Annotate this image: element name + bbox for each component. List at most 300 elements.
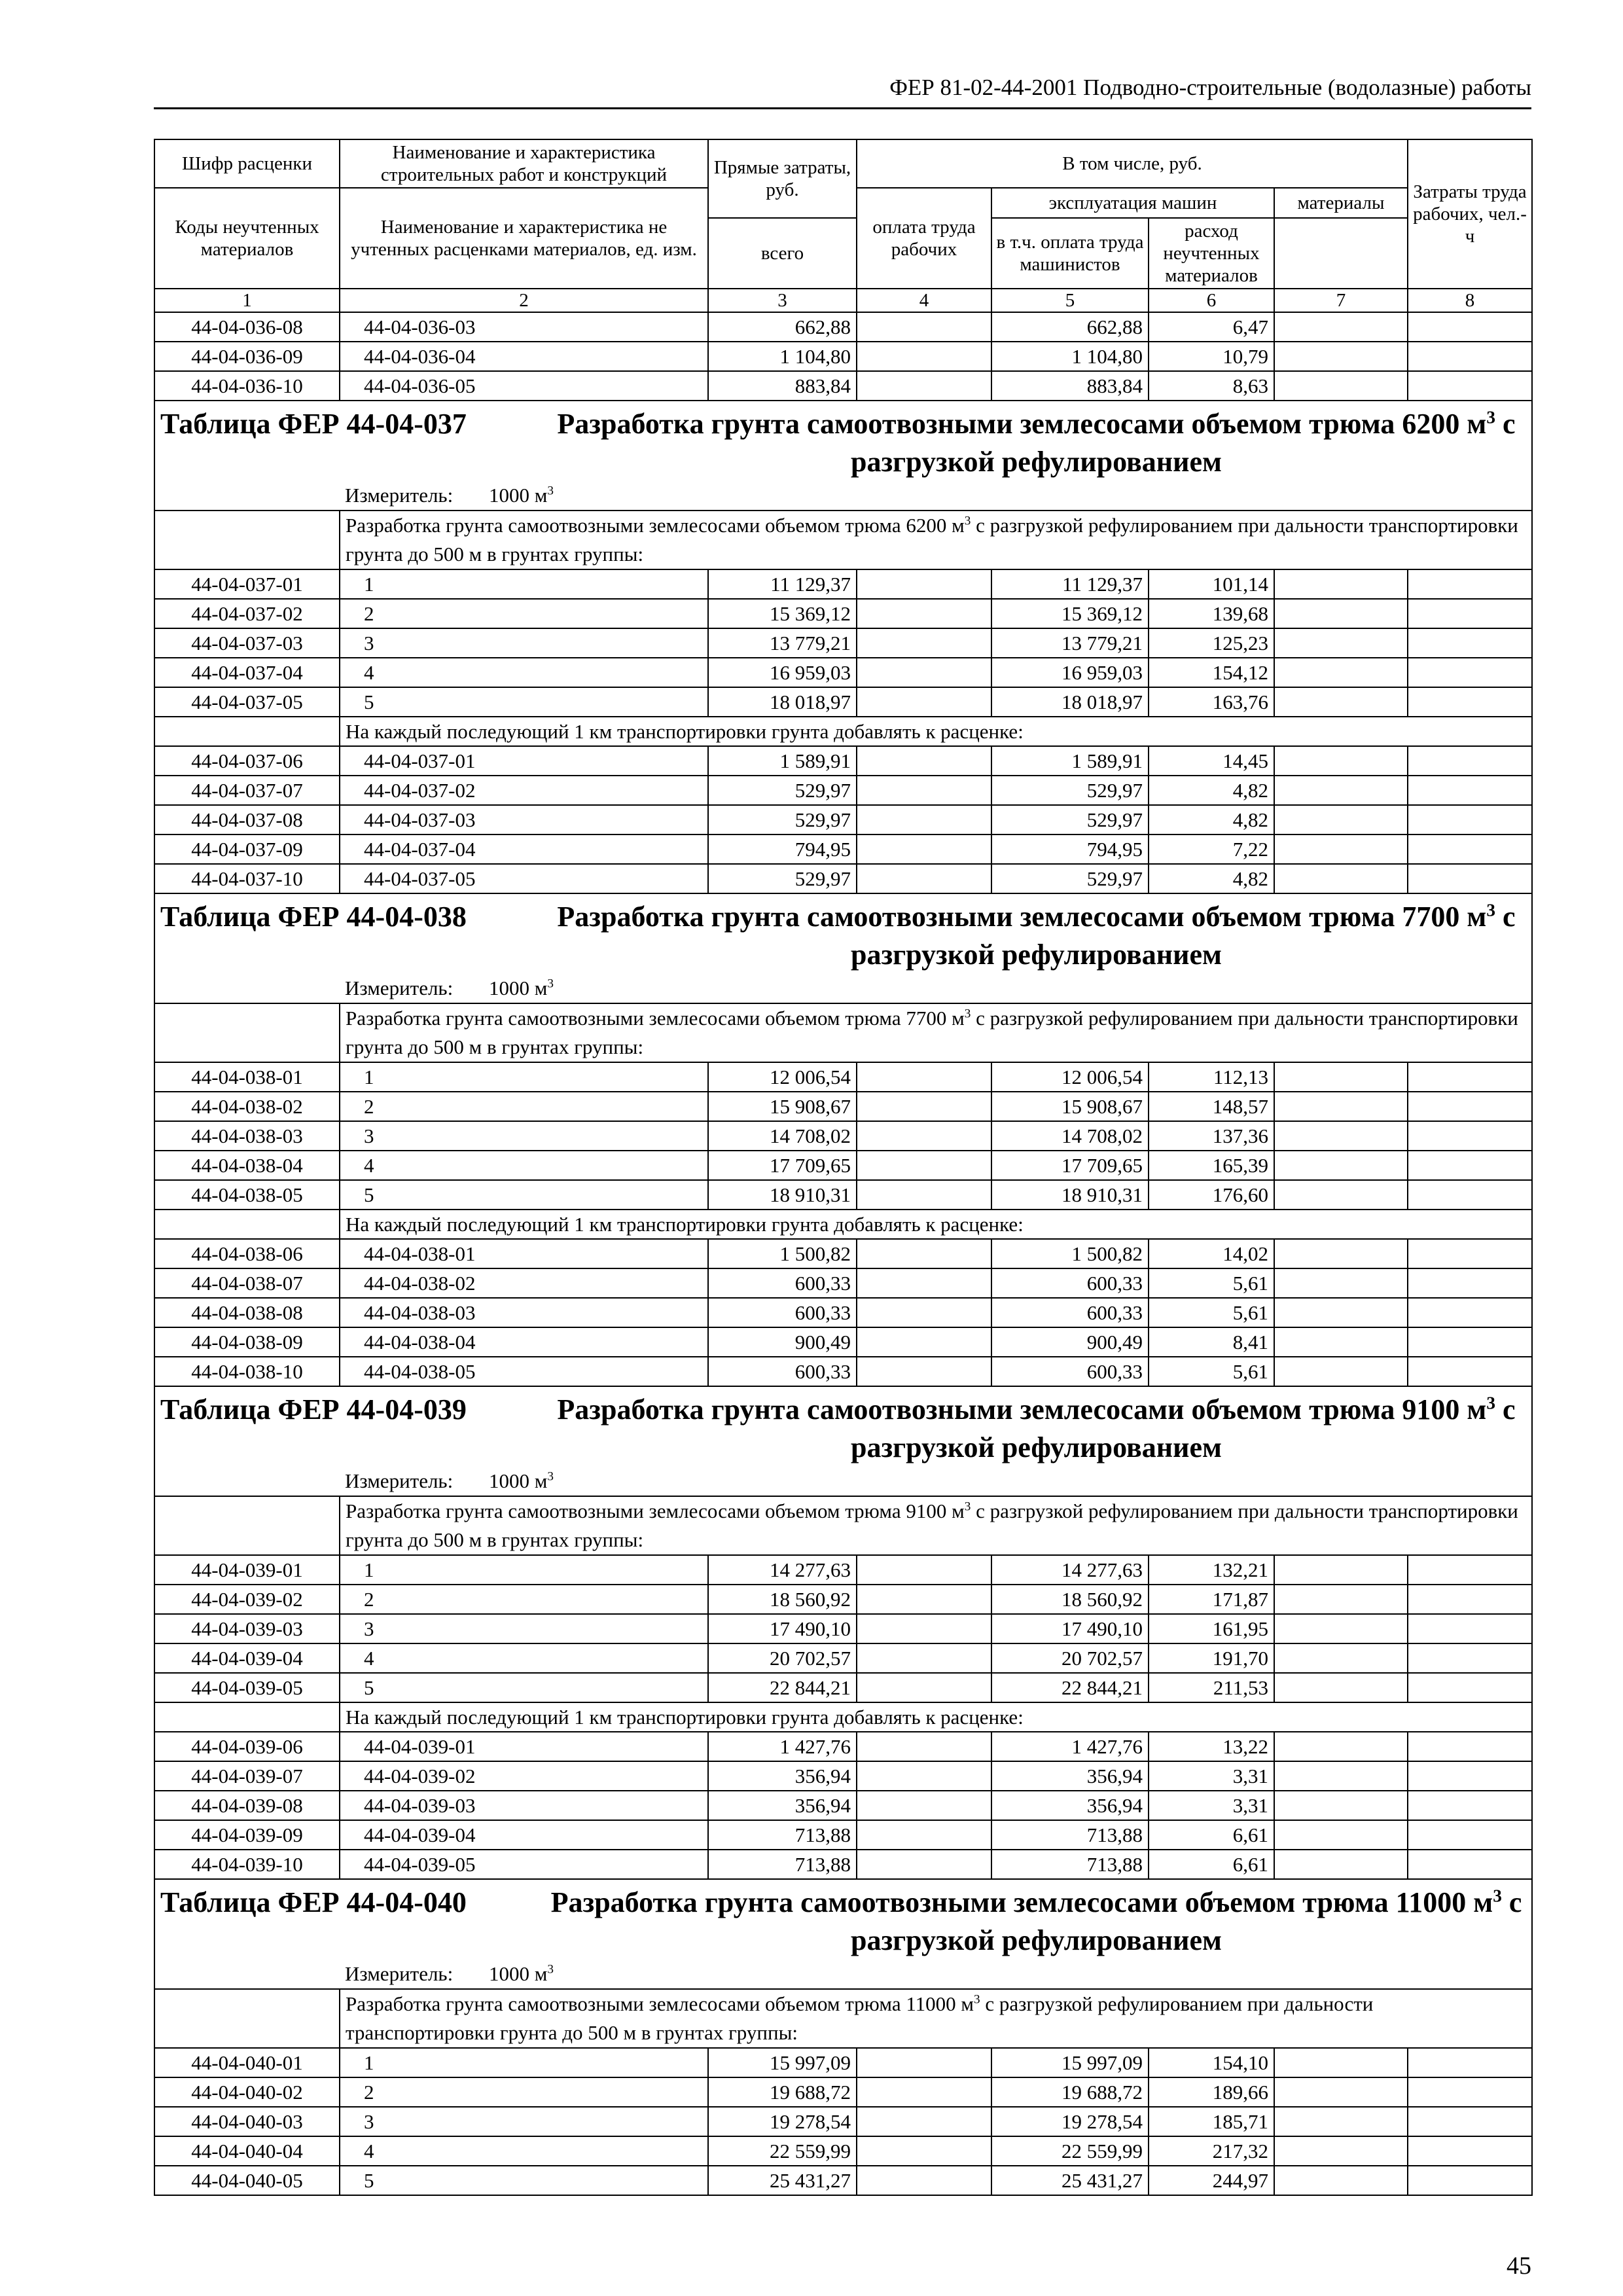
table-cell — [1274, 864, 1408, 893]
table-cell: 529,97 — [708, 776, 857, 805]
table-cell — [1274, 2107, 1408, 2136]
table-cell — [857, 342, 991, 371]
table-cell: 600,33 — [991, 1268, 1149, 1298]
table-cell: 15 997,09 — [708, 2048, 857, 2077]
table-cell — [1408, 687, 1532, 717]
table-cell: 171,87 — [1149, 1585, 1274, 1614]
header-materials: материалы — [1274, 188, 1408, 218]
table-cell: 44-04-036-05 — [340, 371, 708, 401]
table-cell: 25 431,27 — [708, 2166, 857, 2195]
description-text: Разработка грунта самоотвозными землесосами объемом трюма 7700 м — [346, 1007, 965, 1030]
table-cell — [1274, 2136, 1408, 2166]
superscript: 3 — [1486, 900, 1496, 920]
table-row — [154, 312, 1532, 342]
section-title — [154, 1386, 1532, 1467]
table-cell: 19 278,54 — [991, 2107, 1149, 2136]
table-cell — [1274, 1643, 1408, 1673]
table-cell — [1408, 2166, 1532, 2195]
table-cell — [1274, 2166, 1408, 2195]
table-cell — [857, 312, 991, 342]
table-row — [154, 2048, 1532, 2077]
table-cell: 44-04-038-10 — [154, 1357, 340, 1386]
table-cell: 529,97 — [991, 864, 1149, 893]
superscript: 3 — [547, 977, 554, 991]
table-cell — [1274, 1239, 1408, 1268]
table-row — [154, 1850, 1532, 1879]
table-cell: 19 688,72 — [708, 2077, 857, 2107]
column-number: 8 — [1408, 289, 1532, 312]
table-cell — [1408, 312, 1532, 342]
table-cell: 44-04-037-06 — [154, 746, 340, 776]
measure-cell — [340, 481, 1532, 511]
table-row — [154, 1614, 1532, 1643]
table-row — [154, 1062, 1532, 1092]
table-cell — [1274, 371, 1408, 401]
table-cell — [1408, 1761, 1532, 1791]
table-cell: 20 702,57 — [991, 1643, 1149, 1673]
superscript: 3 — [1493, 1886, 1502, 1906]
table-cell: 13 779,21 — [708, 628, 857, 658]
superscript: 3 — [1486, 407, 1496, 427]
table-cell: 15 908,67 — [991, 1092, 1149, 1121]
table-cell — [857, 1239, 991, 1268]
table-cell: 900,49 — [708, 1327, 857, 1357]
table-cell: 2 — [340, 599, 708, 628]
table-row — [154, 776, 1532, 805]
table-cell: 900,49 — [991, 1327, 1149, 1357]
table-cell: 18 560,92 — [708, 1585, 857, 1614]
measure-row — [154, 1467, 1532, 1496]
table-cell — [1274, 746, 1408, 776]
table-cell — [1408, 1357, 1532, 1386]
table-cell: 3,31 — [1149, 1791, 1274, 1820]
table-cell: 18 910,31 — [991, 1180, 1149, 1210]
section-title-row — [154, 893, 1532, 974]
table-cell: 44-04-039-03 — [154, 1614, 340, 1643]
superscript: 3 — [964, 514, 971, 528]
table-cell: 112,13 — [1149, 1062, 1274, 1092]
table-cell: 4,82 — [1149, 805, 1274, 834]
table-cell: 16 959,03 — [708, 658, 857, 687]
table-cell — [857, 1151, 991, 1180]
table-cell: 1 500,82 — [708, 1239, 857, 1268]
table-cell: 44-04-036-09 — [154, 342, 340, 371]
header-machines-total: всего — [708, 218, 857, 289]
measure-empty-cell — [154, 974, 340, 1003]
table-cell — [1274, 658, 1408, 687]
page-header — [154, 73, 1531, 109]
table-cell: 44-04-038-03 — [154, 1121, 340, 1151]
table-cell: 44-04-039-06 — [154, 1732, 340, 1761]
table-cell: 662,88 — [708, 312, 857, 342]
table-cell: 44-04-036-08 — [154, 312, 340, 342]
table-cell: 44-04-037-08 — [154, 805, 340, 834]
table-cell: 18 910,31 — [708, 1180, 857, 1210]
table-row — [154, 1732, 1532, 1761]
table-row — [154, 1791, 1532, 1820]
add-per-km-row — [154, 1210, 1532, 1239]
table-cell — [1274, 1614, 1408, 1643]
table-cell: 3 — [340, 1121, 708, 1151]
table-cell — [857, 599, 991, 628]
table-cell: 44-04-037-01 — [154, 569, 340, 599]
table-cell — [857, 1180, 991, 1210]
table-row — [154, 1092, 1532, 1121]
table-cell — [1274, 1791, 1408, 1820]
rates-table — [154, 139, 1533, 2196]
table-cell — [1408, 1820, 1532, 1850]
superscript: 3 — [1486, 1393, 1496, 1413]
section-name-text: Разработка грунта самоотвозными землесосами объемом трюма 6200 м — [557, 408, 1487, 440]
table-row — [154, 746, 1532, 776]
table-cell — [1408, 1062, 1532, 1092]
description-cell — [340, 1003, 1532, 1062]
table-cell — [1274, 599, 1408, 628]
table-cell: 5 — [340, 687, 708, 717]
table-cell — [857, 805, 991, 834]
section-heading — [160, 898, 1526, 974]
table-cell: 44-04-040-05 — [154, 2166, 340, 2195]
table-cell: 883,84 — [708, 371, 857, 401]
table-cell: 125,23 — [1149, 628, 1274, 658]
section-title — [154, 893, 1532, 974]
table-row — [154, 687, 1532, 717]
section-name-text: Разработка грунта самоотвозными землесосами объемом трюма 7700 м — [557, 901, 1487, 933]
table-cell — [1274, 1268, 1408, 1298]
table-cell — [1408, 1121, 1532, 1151]
table-cell: 1 104,80 — [708, 342, 857, 371]
table-cell: 44-04-038-05 — [340, 1357, 708, 1386]
header-machinists-wages: в т.ч. оплата труда машинистов — [991, 218, 1149, 289]
table-cell: 15 369,12 — [991, 599, 1149, 628]
table-cell — [1408, 342, 1532, 371]
table-cell — [857, 1614, 991, 1643]
description-empty-cell — [154, 1989, 340, 2048]
table-cell — [857, 2048, 991, 2077]
table-cell: 3 — [340, 2107, 708, 2136]
table-cell — [1408, 1614, 1532, 1643]
table-cell: 14 708,02 — [708, 1121, 857, 1151]
table-cell: 15 997,09 — [991, 2048, 1149, 2077]
table-cell — [1408, 1268, 1532, 1298]
table-cell: 600,33 — [708, 1298, 857, 1327]
section-name — [546, 405, 1526, 481]
table-cell: 44-04-039-08 — [154, 1791, 340, 1820]
section-title-row — [154, 1386, 1532, 1467]
measure-empty-cell — [154, 1960, 340, 1989]
table-cell — [1408, 1092, 1532, 1121]
table-cell: 1 589,91 — [991, 746, 1149, 776]
table-cell: 4 — [340, 658, 708, 687]
section-title-row — [154, 1879, 1532, 1960]
table-row — [154, 1820, 1532, 1850]
measure-label: Измеритель: — [345, 1962, 454, 1985]
table-cell: 14 277,63 — [991, 1555, 1149, 1585]
table-cell — [857, 2166, 991, 2195]
table-cell — [1274, 687, 1408, 717]
header-including: В том числе, руб. — [857, 139, 1408, 188]
superscript: 3 — [964, 1007, 971, 1021]
table-cell — [1274, 1121, 1408, 1151]
table-cell: 176,60 — [1149, 1180, 1274, 1210]
table-row — [154, 371, 1532, 401]
table-cell: 44-04-039-03 — [340, 1791, 708, 1820]
section-heading — [160, 1884, 1526, 1960]
table-cell: 7,22 — [1149, 834, 1274, 864]
description-text-end: с разгрузкой рефулированием при дальности транспортировки грунта до 500 м в грунтах группы: — [346, 514, 1518, 565]
table-cell: 1 — [340, 1062, 708, 1092]
table-cell: 22 844,21 — [991, 1673, 1149, 1702]
table-cell: 44-04-038-03 — [340, 1298, 708, 1327]
table-cell — [1408, 1791, 1532, 1820]
table-cell: 14,45 — [1149, 746, 1274, 776]
table-cell — [857, 2136, 991, 2166]
table-cell — [857, 569, 991, 599]
table-row — [154, 2166, 1532, 2195]
section-code: Таблица ФЕР 44-04-038 — [160, 901, 467, 933]
table-cell: 44-04-039-02 — [340, 1761, 708, 1791]
table-cell: 20 702,57 — [708, 1643, 857, 1673]
table-cell: 44-04-039-02 — [154, 1585, 340, 1614]
section-title-row — [154, 401, 1532, 481]
measure-row — [154, 481, 1532, 511]
section-heading — [160, 405, 1526, 481]
section-name-text-end: с разгрузкой рефулированием — [851, 1393, 1516, 1463]
table-cell — [1408, 1673, 1532, 1702]
table-cell — [857, 371, 991, 401]
table-cell: 19 278,54 — [708, 2107, 857, 2136]
table-cell — [857, 1673, 991, 1702]
table-row — [154, 1643, 1532, 1673]
column-number: 4 — [857, 289, 991, 312]
measure-value: 1000 м — [489, 1469, 548, 1492]
table-cell: 44-04-036-04 — [340, 342, 708, 371]
table-row — [154, 2136, 1532, 2166]
table-cell — [1408, 1327, 1532, 1357]
table-row — [154, 1555, 1532, 1585]
description-empty-cell — [154, 1003, 340, 1062]
table-cell — [857, 1298, 991, 1327]
table-cell: 600,33 — [991, 1298, 1149, 1327]
add-per-km-row — [154, 717, 1532, 746]
table-cell — [1274, 1585, 1408, 1614]
table-cell: 12 006,54 — [991, 1062, 1149, 1092]
table-cell: 3 — [340, 1614, 708, 1643]
table-cell — [1274, 2048, 1408, 2077]
table-row — [154, 342, 1532, 371]
table-cell — [1274, 1062, 1408, 1092]
table-cell — [1408, 776, 1532, 805]
description-empty-cell — [154, 1496, 340, 1555]
table-cell — [1408, 1151, 1532, 1180]
section-name-text-end: с разгрузкой рефулированием — [851, 408, 1516, 478]
table-cell: 44-04-039-05 — [154, 1673, 340, 1702]
table-cell — [857, 864, 991, 893]
table-cell: 1 589,91 — [708, 746, 857, 776]
description-text-end: с разгрузкой рефулированием при дальности транспортировки грунта до 500 м в грунтах группы: — [346, 1007, 1518, 1058]
superscript: 3 — [547, 1469, 554, 1484]
table-cell — [1274, 1298, 1408, 1327]
table-cell: 44-04-036-03 — [340, 312, 708, 342]
section-name — [546, 1391, 1526, 1467]
table-cell: 5 — [340, 1180, 708, 1210]
section-name-text: Разработка грунта самоотвозными землесосами объемом трюма 11000 м — [550, 1886, 1493, 1918]
table-cell — [1408, 746, 1532, 776]
table-cell: 44-04-040-04 — [154, 2136, 340, 2166]
table-cell: 139,68 — [1149, 599, 1274, 628]
description-text-end: с разгрузкой рефулированием при дальности транспортировки грунта до 500 м в грунтах группы: — [346, 1499, 1518, 1551]
table-cell — [1408, 569, 1532, 599]
table-cell: 44-04-037-07 — [154, 776, 340, 805]
section-title — [154, 1879, 1532, 1960]
table-row — [154, 1121, 1532, 1151]
header-labor: Затраты труда рабочих, чел.-ч — [1408, 139, 1532, 289]
table-cell — [857, 1850, 991, 1879]
section-name — [546, 898, 1526, 974]
table-cell: 17 490,10 — [708, 1614, 857, 1643]
table-cell: 15 369,12 — [708, 599, 857, 628]
table-cell: 244,97 — [1149, 2166, 1274, 2195]
table-cell: 713,88 — [991, 1820, 1149, 1850]
table-cell: 14 708,02 — [991, 1121, 1149, 1151]
table-cell — [1274, 1820, 1408, 1850]
table-cell: 11 129,37 — [991, 569, 1149, 599]
table-cell — [1408, 2077, 1532, 2107]
table-cell — [1408, 2136, 1532, 2166]
table-cell: 44-04-038-02 — [340, 1268, 708, 1298]
table-cell: 44-04-038-04 — [340, 1327, 708, 1357]
description-empty-cell — [154, 511, 340, 569]
table-cell — [1274, 1151, 1408, 1180]
table-cell — [1274, 834, 1408, 864]
page-header-title: ФЕР 81-02-44-2001 Подводно-строительные (водолазные) работы — [889, 75, 1531, 100]
header-wages: оплата труда рабочих — [857, 188, 991, 289]
table-cell: 6,47 — [1149, 312, 1274, 342]
measure-row — [154, 974, 1532, 1003]
table-cell: 15 908,67 — [708, 1092, 857, 1121]
table-cell: 44-04-037-02 — [154, 599, 340, 628]
table-cell — [1408, 1298, 1532, 1327]
table-row — [154, 1585, 1532, 1614]
table-cell: 11 129,37 — [708, 569, 857, 599]
superscript: 3 — [964, 1499, 971, 1514]
table-cell: 529,97 — [991, 805, 1149, 834]
header-name: Наименование и характеристика строительных работ и конструкций — [340, 139, 708, 188]
table-cell: 25 431,27 — [991, 2166, 1149, 2195]
description-row — [154, 1496, 1532, 1555]
table-cell — [857, 1092, 991, 1121]
table-cell: 2 — [340, 2077, 708, 2107]
header-code: Шифр расценки — [154, 139, 340, 188]
table-cell: 12 006,54 — [708, 1062, 857, 1092]
table-cell — [1408, 628, 1532, 658]
table-cell — [857, 1820, 991, 1850]
table-cell: 44-04-040-03 — [154, 2107, 340, 2136]
measure-cell — [340, 974, 1532, 1003]
table-cell: 1 — [340, 2048, 708, 2077]
table-cell: 18 560,92 — [991, 1585, 1149, 1614]
table-cell: 883,84 — [991, 371, 1149, 401]
measure-value: 1000 м — [489, 484, 548, 507]
table-cell: 44-04-037-02 — [340, 776, 708, 805]
table-cell: 4 — [340, 1151, 708, 1180]
table-row — [154, 658, 1532, 687]
table-cell: 4 — [340, 2136, 708, 2166]
section-name-text-end: с разгрузкой рефулированием — [851, 901, 1516, 971]
table-cell — [1274, 569, 1408, 599]
table-cell: 44-04-039-09 — [154, 1820, 340, 1850]
table-row — [154, 1151, 1532, 1180]
table-cell: 18 018,97 — [708, 687, 857, 717]
table-cell: 713,88 — [991, 1850, 1149, 1879]
table-cell — [1274, 1555, 1408, 1585]
table-cell: 3,31 — [1149, 1761, 1274, 1791]
table-cell: 22 559,99 — [991, 2136, 1149, 2166]
add-per-km-empty-cell — [154, 717, 340, 746]
table-cell: 713,88 — [708, 1820, 857, 1850]
section-name-text-end: с разгрузкой рефулированием — [851, 1886, 1522, 1956]
table-cell — [1408, 371, 1532, 401]
table-cell — [1274, 805, 1408, 834]
table-cell — [857, 1791, 991, 1820]
superscript: 3 — [974, 1992, 980, 2007]
table-cell: 148,57 — [1149, 1092, 1274, 1121]
column-number: 1 — [154, 289, 340, 312]
header-material-consumption: расход неучтенных материалов — [1149, 218, 1274, 289]
column-numbers-row — [154, 289, 1532, 312]
table-cell: 22 844,21 — [708, 1673, 857, 1702]
table-cell: 600,33 — [708, 1357, 857, 1386]
superscript: 3 — [547, 1962, 554, 1977]
table-cell: 794,95 — [708, 834, 857, 864]
table-cell: 44-04-037-04 — [340, 834, 708, 864]
description-text: Разработка грунта самоотвозными землесосами объемом трюма 11000 м — [346, 1992, 974, 2015]
measure-empty-cell — [154, 481, 340, 511]
table-cell: 6,61 — [1149, 1820, 1274, 1850]
table-cell: 44-04-039-01 — [340, 1732, 708, 1761]
table-cell: 217,32 — [1149, 2136, 1274, 2166]
table-cell: 44-04-039-04 — [154, 1643, 340, 1673]
table-cell: 44-04-038-02 — [154, 1092, 340, 1121]
description-row — [154, 511, 1532, 569]
table-cell: 137,36 — [1149, 1121, 1274, 1151]
table-cell — [1408, 599, 1532, 628]
table-cell — [1408, 2048, 1532, 2077]
table-cell: 13 779,21 — [991, 628, 1149, 658]
table-cell — [1408, 805, 1532, 834]
table-cell — [1274, 1092, 1408, 1121]
table-row — [154, 1268, 1532, 1298]
table-cell: 1 — [340, 1555, 708, 1585]
table-cell: 794,95 — [991, 834, 1149, 864]
column-number: 2 — [340, 289, 708, 312]
table-row — [154, 569, 1532, 599]
description-cell — [340, 1989, 1532, 2048]
table-cell — [1274, 312, 1408, 342]
table-cell: 1 427,76 — [991, 1732, 1149, 1761]
table-cell: 1 — [340, 569, 708, 599]
table-cell — [1408, 1585, 1532, 1614]
add-per-km-label: На каждый последующий 1 км транспортировки грунта добавлять к расценке: — [340, 1210, 1532, 1239]
table-cell: 44-04-037-09 — [154, 834, 340, 864]
table-cell — [857, 1555, 991, 1585]
table-cell: 44-04-038-06 — [154, 1239, 340, 1268]
table-cell: 132,21 — [1149, 1555, 1274, 1585]
section-title — [154, 401, 1532, 481]
table-cell: 44-04-040-02 — [154, 2077, 340, 2107]
table-cell: 10,79 — [1149, 342, 1274, 371]
table-cell — [1408, 1239, 1532, 1268]
